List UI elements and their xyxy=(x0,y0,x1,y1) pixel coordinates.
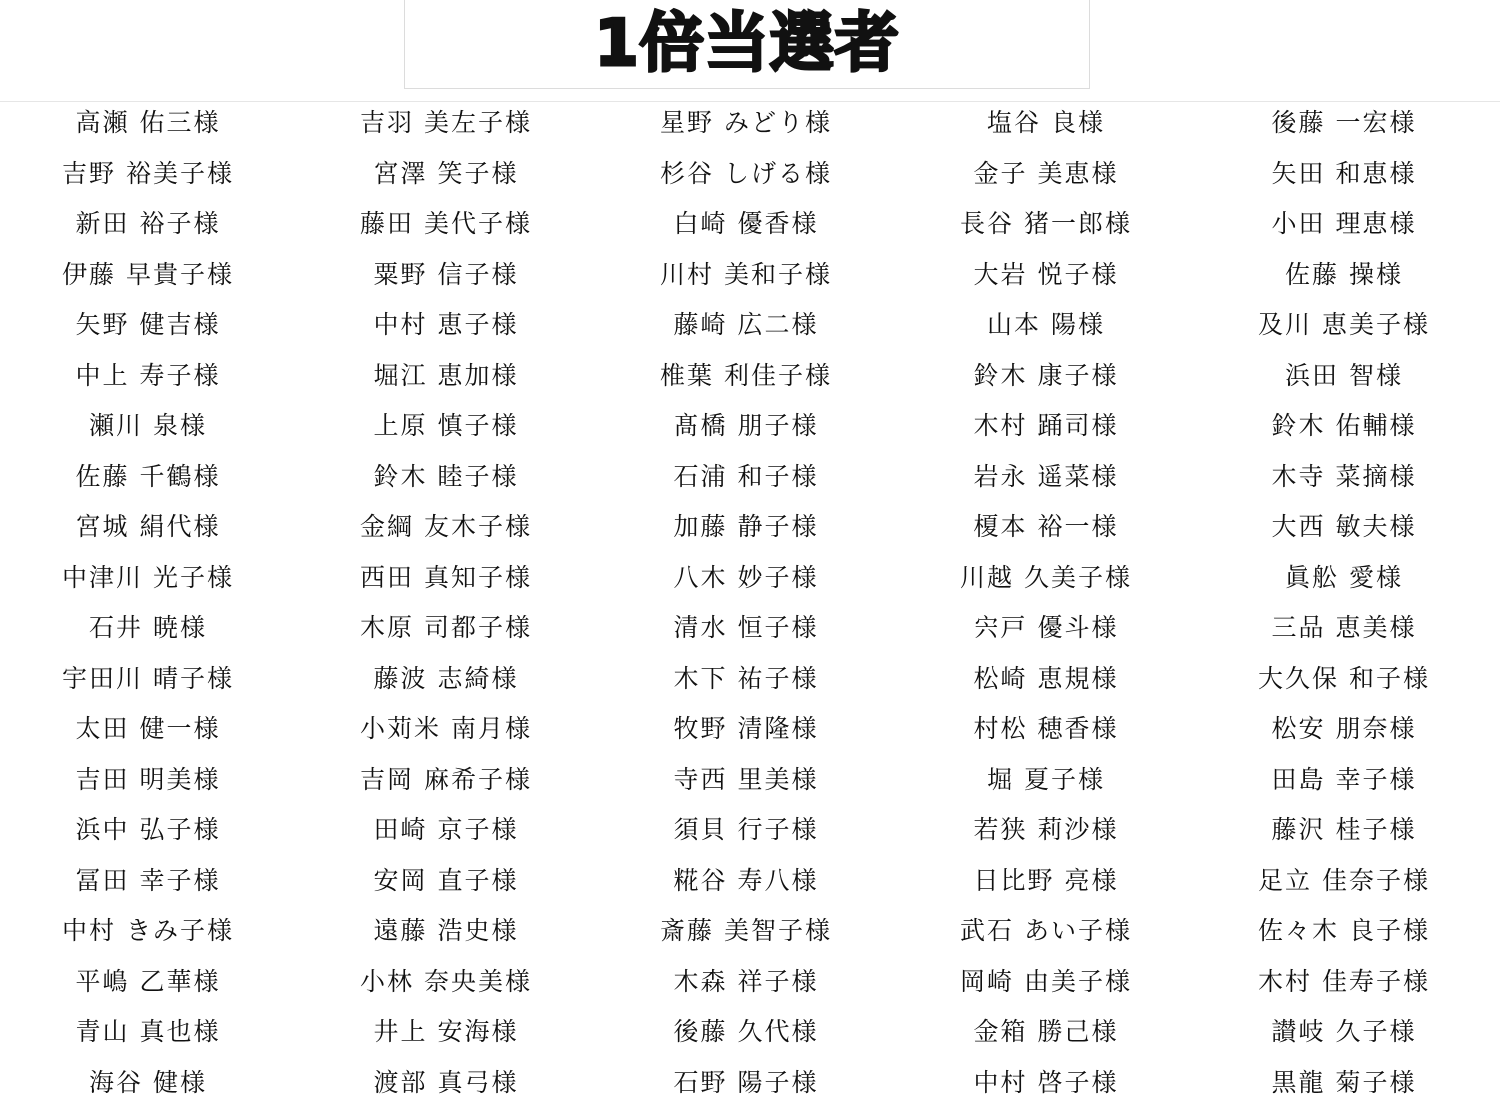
winner-name: 青山 真也様 xyxy=(75,1017,221,1047)
winner-name: 斎藤 美智子様 xyxy=(660,916,832,946)
winner-name: 須貝 行子様 xyxy=(673,815,819,845)
winner-name: 粟野 信子様 xyxy=(373,259,519,289)
winner-name: 小田 理恵様 xyxy=(1271,209,1417,239)
winner-name: 西田 真知子様 xyxy=(360,562,532,592)
winner-name: 榎本 裕一様 xyxy=(973,512,1119,542)
winner-name: 藤波 志綺様 xyxy=(373,663,519,693)
winner-name: 鈴木 康子様 xyxy=(973,360,1119,390)
winner-name: 中村 きみ子様 xyxy=(62,916,234,946)
winner-name: 渡部 真弓様 xyxy=(373,1067,519,1097)
winner-name: 吉羽 美左子様 xyxy=(360,108,532,138)
winner-name: 武石 あい子様 xyxy=(960,916,1132,946)
winner-name: 木村 踊司様 xyxy=(973,411,1119,441)
winner-name: 井上 安海様 xyxy=(373,1017,519,1047)
winner-name: 寺西 里美様 xyxy=(673,764,819,794)
winner-name: 矢田 和恵様 xyxy=(1271,158,1417,188)
winner-name: 讃岐 久子様 xyxy=(1271,1017,1417,1047)
winner-name: 宇田川 晴子様 xyxy=(62,663,234,693)
winner-name: 眞舩 愛様 xyxy=(1285,562,1403,592)
winner-name: 牧野 清隆様 xyxy=(673,714,819,744)
winner-name: 山本 陽様 xyxy=(987,310,1105,340)
winner-name: 木村 佳寿子様 xyxy=(1258,966,1430,996)
winner-name: 鈴木 佑輔様 xyxy=(1271,411,1417,441)
winner-name: 岡崎 由美子様 xyxy=(960,966,1132,996)
header-band xyxy=(0,0,1500,102)
winner-name: 鈴木 睦子様 xyxy=(373,461,519,491)
winner-name: 杉谷 しげる様 xyxy=(660,158,832,188)
winner-name: 及川 恵美子様 xyxy=(1258,310,1430,340)
winner-name: 髙橋 朋子様 xyxy=(673,411,819,441)
winner-name: 松安 朋奈様 xyxy=(1271,714,1417,744)
winner-name: 金箱 勝己様 xyxy=(973,1017,1119,1047)
winner-name: 松崎 恵規様 xyxy=(973,663,1119,693)
page-title: 1倍当選者 xyxy=(594,7,900,81)
winner-name: 足立 佳奈子様 xyxy=(1258,865,1430,895)
winner-name: 清水 恒子様 xyxy=(673,613,819,643)
winner-name: 大岩 悦子様 xyxy=(973,259,1119,289)
winner-name: 加藤 静子様 xyxy=(673,512,819,542)
winner-name: 後藤 久代様 xyxy=(673,1017,819,1047)
winner-name: 安岡 直子様 xyxy=(373,865,519,895)
winner-name: 木下 祐子様 xyxy=(673,663,819,693)
winner-name: 糀谷 寿八様 xyxy=(673,865,819,895)
winner-name: 石浦 和子様 xyxy=(673,461,819,491)
winner-name: 平嶋 乙華様 xyxy=(75,966,221,996)
winner-name: 藤崎 広二様 xyxy=(673,310,819,340)
winner-name: 中村 恵子様 xyxy=(373,310,519,340)
winner-name: 小苅米 南月様 xyxy=(360,714,532,744)
winner-name: 金綱 友木子様 xyxy=(360,512,532,542)
winner-name: 上原 慎子様 xyxy=(373,411,519,441)
winner-name: 佐々木 良子様 xyxy=(1258,916,1430,946)
winner-name: 小林 奈央美様 xyxy=(360,966,532,996)
winner-name: 後藤 一宏様 xyxy=(1271,108,1417,138)
winner-name: 木原 司都子様 xyxy=(360,613,532,643)
winner-names-grid xyxy=(0,96,1500,1106)
winner-name: 遠藤 浩史様 xyxy=(373,916,519,946)
winner-name: 村松 穂香様 xyxy=(973,714,1119,744)
winner-name: 長谷 猪一郎様 xyxy=(960,209,1132,239)
winner-name: 冨田 幸子様 xyxy=(75,865,221,895)
winner-name: 田島 幸子様 xyxy=(1271,764,1417,794)
winner-name: 新田 裕子様 xyxy=(75,209,221,239)
winner-name: 石野 陽子様 xyxy=(673,1067,819,1097)
winner-name: 大西 敏夫様 xyxy=(1271,512,1417,542)
winner-name: 金子 美恵様 xyxy=(973,158,1119,188)
winner-name: 中上 寿子様 xyxy=(75,360,221,390)
winner-name: 八木 妙子様 xyxy=(673,562,819,592)
title-box xyxy=(404,0,1090,89)
winner-name: 堀 夏子様 xyxy=(987,764,1105,794)
winner-name: 若狭 莉沙様 xyxy=(973,815,1119,845)
winner-name: 宍戸 優斗様 xyxy=(973,613,1119,643)
winner-name: 三品 恵美様 xyxy=(1271,613,1417,643)
winner-name: 太田 健一様 xyxy=(75,714,221,744)
winner-name: 星野 みどり様 xyxy=(660,108,832,138)
winner-name: 石井 暁様 xyxy=(89,613,207,643)
winner-name: 大久保 和子様 xyxy=(1258,663,1430,693)
winner-name: 木森 祥子様 xyxy=(673,966,819,996)
winner-name: 塩谷 良様 xyxy=(987,108,1105,138)
winner-name: 川村 美和子様 xyxy=(660,259,832,289)
winner-name: 中津川 光子様 xyxy=(62,562,234,592)
winner-name: 瀬川 泉様 xyxy=(89,411,207,441)
winner-name: 中村 啓子様 xyxy=(973,1067,1119,1097)
winner-name: 宮澤 笑子様 xyxy=(373,158,519,188)
winner-name: 藤沢 桂子様 xyxy=(1271,815,1417,845)
winner-name: 吉野 裕美子様 xyxy=(62,158,234,188)
winner-name: 海谷 健様 xyxy=(89,1067,207,1097)
winner-name: 吉田 明美様 xyxy=(75,764,221,794)
winner-name: 川越 久美子様 xyxy=(960,562,1132,592)
winner-name: 堀江 恵加様 xyxy=(373,360,519,390)
winner-name: 佐藤 千鶴様 xyxy=(75,461,221,491)
winner-name: 宮城 絹代様 xyxy=(75,512,221,542)
winner-name: 浜中 弘子様 xyxy=(75,815,221,845)
winner-name: 吉岡 麻希子様 xyxy=(360,764,532,794)
winner-name: 岩永 遥菜様 xyxy=(973,461,1119,491)
winner-name: 佐藤 操様 xyxy=(1285,259,1403,289)
winner-name: 浜田 智様 xyxy=(1285,360,1403,390)
winner-name: 日比野 亮様 xyxy=(973,865,1119,895)
winner-name: 田崎 京子様 xyxy=(373,815,519,845)
winner-name: 矢野 健吉様 xyxy=(75,310,221,340)
winner-name: 白崎 優香様 xyxy=(673,209,819,239)
winner-name: 木寺 菜摘様 xyxy=(1271,461,1417,491)
winner-name: 伊藤 早貴子様 xyxy=(62,259,234,289)
winner-name: 椎葉 利佳子様 xyxy=(660,360,832,390)
winner-name: 藤田 美代子様 xyxy=(360,209,532,239)
winner-name: 黒龍 菊子様 xyxy=(1271,1067,1417,1097)
winner-name: 高瀬 佑三様 xyxy=(75,108,221,138)
